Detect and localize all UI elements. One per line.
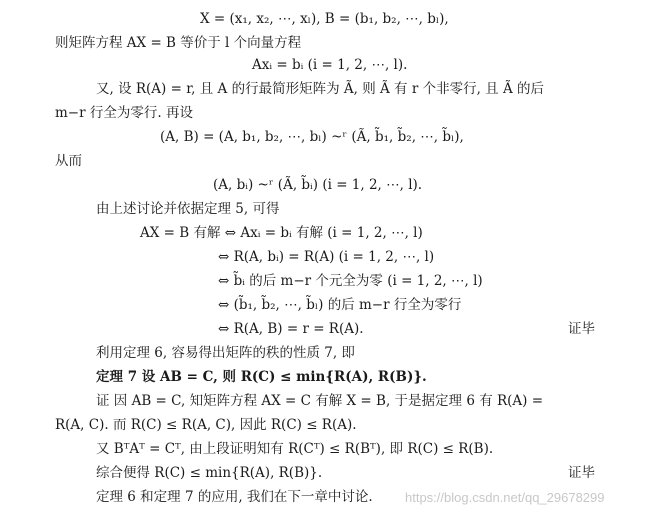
text-line-9: 由上述讨论并依据定理 5, 可得 bbox=[96, 201, 280, 217]
text-line-10: AX = B 有解 ⇔ Axᵢ = bᵢ 有解 (i = 1, 2, ⋯, l) bbox=[140, 225, 423, 241]
text-line-1: X = (x₁, x₂, ⋯, xₗ), B = (b₁, b₂, ⋯, bₗ), bbox=[200, 11, 449, 27]
text-line-3: Axᵢ = bᵢ (i = 1, 2, ⋯, l). bbox=[252, 57, 408, 73]
text-line-17: 证 因 AB = C, 知矩阵方程 AX = C 有解 X = B, 于是据定理 6 有 R(A) = bbox=[96, 393, 544, 409]
text-line-18: R(A, C). 而 R(C) ≤ R(A, C), 因此 R(C) ≤ R(A). bbox=[55, 417, 357, 433]
text-line-11: ⇔ R(A, bᵢ) = R(A) (i = 1, 2, ⋯, l) bbox=[218, 249, 435, 265]
text-line-13: ⇔ (b̃₁, b̃₂, ⋯, b̃ₗ) 的后 m−r 行全为零行 bbox=[218, 297, 462, 313]
text-line-8: (A, bᵢ) ~ʳ (Ã, b̃ᵢ) (i = 1, 2, ⋯, l). bbox=[213, 177, 423, 193]
text-line-7: 从而 bbox=[55, 153, 82, 169]
text-line-2: 则矩阵方程 AX = B 等价于 l 个向量方程 bbox=[55, 35, 302, 51]
text-line-4: 又, 设 R(A) = r, 且 A 的行最简形矩阵为 Ã, 则 Ã 有 r 个非零行, 且 Ã 的后 bbox=[96, 81, 545, 97]
text-line-5: m−r 行全为零行. 再设 bbox=[55, 105, 193, 121]
text-line-15: 利用定理 6, 容易得出矩阵的秩的性质 7, 即 bbox=[96, 345, 355, 361]
proof-end-mark-1: 证毕 bbox=[568, 321, 595, 337]
watermark-url: https://blog.csdn.net/qq_29678299 bbox=[405, 490, 605, 505]
text-line-12: ⇔ b̃ᵢ 的后 m−r 个元全为零 (i = 1, 2, ⋯, l) bbox=[218, 273, 483, 289]
text-line-21: 定理 6 和定理 7 的应用, 我们在下一章中讨论. bbox=[96, 489, 373, 505]
text-line-6: (A, B) = (A, b₁, b₂, ⋯, bₗ) ~ʳ (Ã, b̃₁, b̃₂, ⋯, b̃ₗ), bbox=[160, 129, 464, 145]
text-line-19: 又 BᵀAᵀ = Cᵀ, 由上段证明知有 R(Cᵀ) ≤ R(Bᵀ), 即 R(C) ≤ R(B). bbox=[96, 441, 494, 457]
text-line-14: ⇔ R(A, B) = r = R(A). bbox=[218, 321, 364, 337]
text-line-20: 综合便得 R(C) ≤ min{R(A), R(B)}. bbox=[96, 465, 323, 481]
proof-end-mark-2: 证毕 bbox=[568, 465, 595, 481]
theorem-7-statement: 定理 7 设 AB = C, 则 R(C) ≤ min{R(A), R(B)}. bbox=[96, 369, 427, 385]
